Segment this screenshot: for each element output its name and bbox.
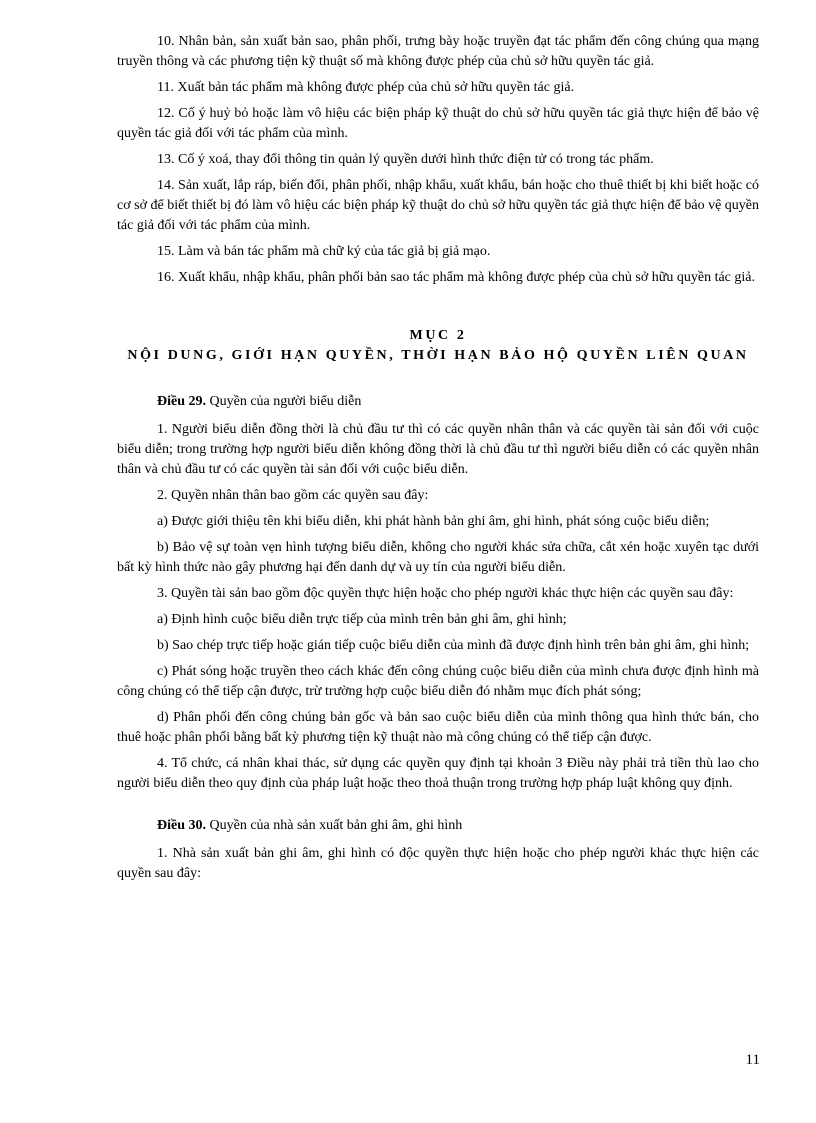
clause-16: 16. Xuất khẩu, nhập khẩu, phân phối bản sao tác phẩm mà không được phép của chủ sở hữu quyền tác giả.: [157, 270, 755, 285]
article-29-para-1: 1. Người biểu diễn đồng thời là chủ đầu tư thì có các quyền nhân thân và các quyền tài sản đối với cuộc biểu diễn; trong trường hợp người biểu diễn không đồng thời là chủ đầu tư thì người biểu diễn có các quyền nhân thân và chủ đầu tư có các quyền tài sản đối với cuộc biểu diễn.: [117, 422, 759, 477]
article-29-para-4: 4. Tổ chức, cá nhân khai thác, sử dụng các quyền quy định tại khoản 3 Điều này phải trả tiền thù lao cho người biểu diễn theo quy định của pháp luật hoặc theo thoả thuận trong trường hợp pháp luật không quy định.: [117, 756, 759, 791]
article-29-para-3b: b) Sao chép trực tiếp hoặc gián tiếp cuộc biểu diễn của mình đã được định hình trên bản ghi âm, ghi hình;: [157, 638, 750, 653]
article-29-title: Quyền của người biểu diễn: [206, 394, 362, 409]
article-29-para-3d: d) Phân phối đến công chúng bản gốc và bản sao cuộc biểu diễn của mình thông qua hình thức bán, cho thuê hoặc phân phối bằng bất kỳ phương tiện kỹ thuật nào mà công chúng có thể tiếp cận được.: [117, 710, 759, 745]
article-29-label: Điều 29.: [157, 394, 206, 409]
section-title: NỘI DUNG, GIỚI HẠN QUYỀN, THỜI HẠN BẢO HỘ QUYỀN LIÊN QUAN: [127, 348, 749, 363]
clause-10: 10. Nhân bản, sản xuất bản sao, phân phối, trưng bày hoặc truyền đạt tác phẩm đến công chúng qua mạng truyền thông và các phương tiện kỹ thuật số mà không được phép của chủ sở hữu quyền tác giả.: [117, 34, 759, 69]
article-30-label: Điều 30.: [157, 818, 206, 833]
article-29-para-3: 3. Quyền tài sản bao gồm độc quyền thực hiện hoặc cho phép người khác thực hiện các quyền sau đây:: [157, 586, 734, 601]
article-29-para-2a: a) Được giới thiệu tên khi biểu diễn, khi phát hành bản ghi âm, ghi hình, phát sóng cuộc biểu diễn;: [157, 514, 710, 529]
article-29-para-3a: a) Định hình cuộc biểu diễn trực tiếp của mình trên bản ghi âm, ghi hình;: [157, 612, 567, 627]
article-30-heading: [117, 816, 759, 836]
page-number: 11: [745, 1052, 760, 1068]
article-29-para-2: 2. Quyền nhân thân bao gồm các quyền sau đây:: [157, 488, 429, 503]
article-30-title: Quyền của nhà sản xuất bản ghi âm, ghi hình: [206, 818, 463, 833]
clause-14: 14. Sản xuất, lắp ráp, biến đổi, phân phối, nhập khẩu, xuất khẩu, bán hoặc cho thuê thiết bị khi biết hoặc có cơ sở để biết thiết bị đó làm vô hiệu các biện pháp kỹ thuật do chủ sở hữu quyền tác giả thực hiện để bảo vệ quyền tác giả đối với tác phẩm của mình.: [117, 178, 759, 233]
clause-11: 11. Xuất bản tác phẩm mà không được phép của chủ sở hữu quyền tác giả.: [157, 80, 575, 95]
article-29-para-2b: b) Bảo vệ sự toàn vẹn hình tượng biểu diễn, không cho người khác sửa chữa, cắt xén hoặc xuyên tạc dưới bất kỳ hình thức nào gây phương hại đến danh dự và uy tín của người biểu diễn.: [117, 540, 759, 575]
clause-12: 12. Cố ý huỷ bỏ hoặc làm vô hiệu các biện pháp kỹ thuật do chủ sở hữu quyền tác giả thực hiện để bảo vệ quyền tác giả đối với tác phẩm của mình.: [117, 106, 759, 141]
article-30-para-1: 1. Nhà sản xuất bản ghi âm, ghi hình có độc quyền thực hiện hoặc cho phép người khác thực hiện các quyền sau đây:: [117, 846, 759, 881]
article-29-para-3c: c) Phát sóng hoặc truyền theo cách khác đến công chúng cuộc biểu diễn của mình chưa được định hình mà công chúng có thể tiếp cận được, trừ trường hợp cuộc biểu diễn đó nhằm mục đích phát sóng;: [117, 664, 759, 699]
document-page: [117, 32, 759, 890]
article-29-heading: [117, 392, 759, 412]
clause-15: 15. Làm và bán tác phẩm mà chữ ký của tác giả bị giả mạo.: [157, 244, 491, 259]
clause-13: 13. Cố ý xoá, thay đổi thông tin quản lý quyền dưới hình thức điện tử có trong tác phẩm.: [157, 152, 654, 167]
section-number: MỤC 2: [409, 328, 467, 343]
